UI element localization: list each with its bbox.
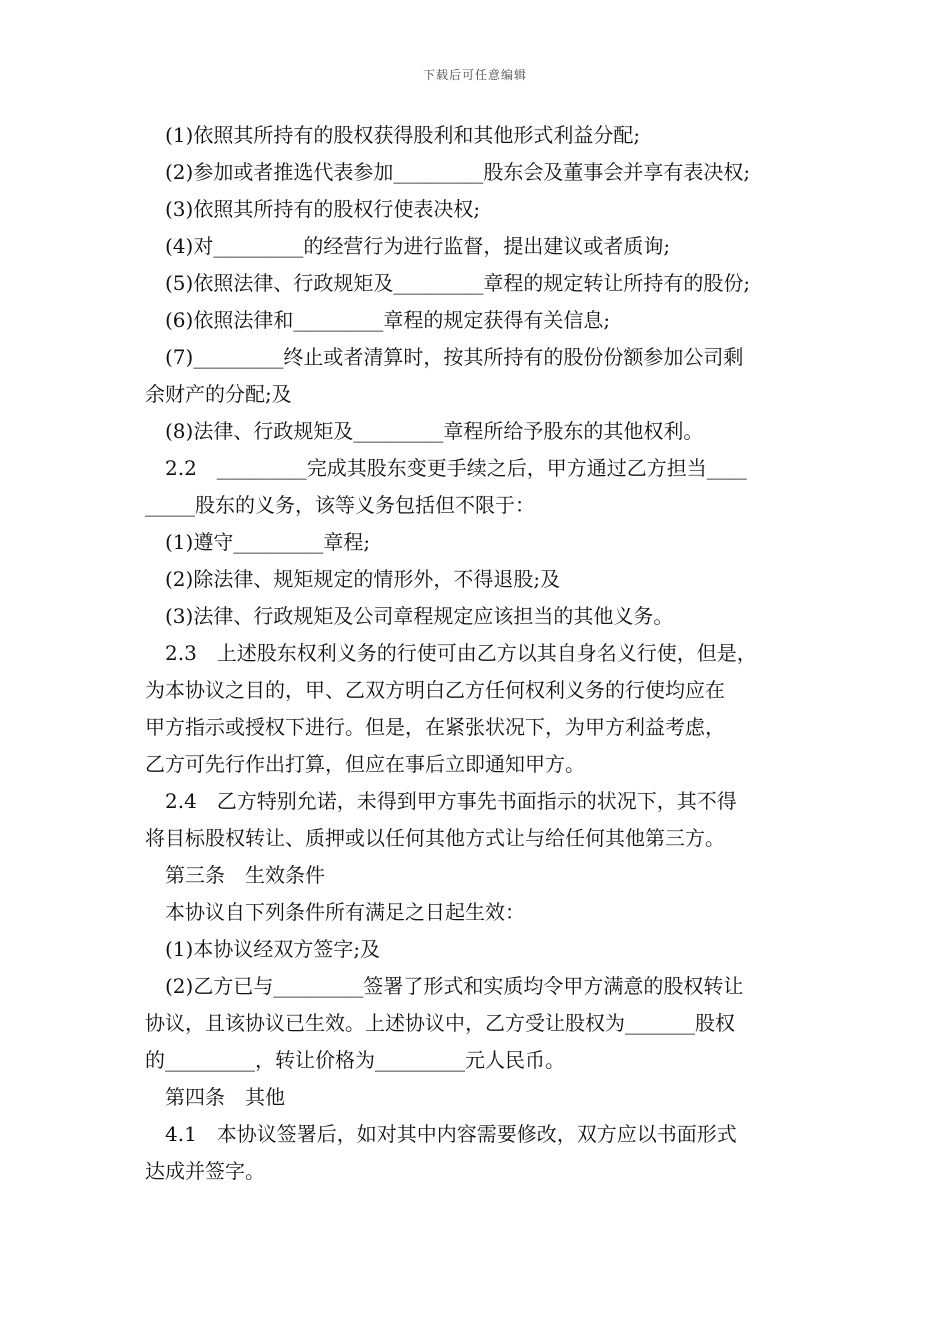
section-2-2-cont: _____股东的义务，该等义务包括但不限于：: [145, 493, 535, 517]
clause-duty-1: (1)遵守_________章程;: [165, 530, 371, 554]
clause-right-6: (6)依照法律和_________章程的规定获得有关信息;: [165, 308, 611, 332]
clause-right-4: (4)对_________的经营行为进行监督，提出建议或者质询;: [165, 234, 671, 258]
section-4-1-cont: 达成并签字。: [145, 1159, 265, 1183]
section-2-3-cont-3: 乙方可先行作出打算，但应在事后立即通知甲方。: [145, 752, 585, 776]
clause-right-3: (3)依照其所持有的股权行使表决权;: [165, 197, 481, 221]
section-2-3: 2.3 上述股东权利义务的行使可由乙方以其自身名义行使，但是，: [165, 641, 757, 665]
article-4-heading: 第四条 其他: [165, 1085, 285, 1109]
condition-1: (1)本协议经双方签字;及: [165, 937, 381, 961]
section-2-3-cont-2: 甲方指示或授权下进行。但是，在紧张状况下，为甲方利益考虑，: [145, 715, 725, 739]
section-2-2: 2.2 _________完成其股东变更手续之后，甲方通过乙方担当____: [165, 456, 747, 480]
section-4-1: 4.1 本协议签署后，如对其中内容需要修改，双方应以书面形式: [165, 1122, 737, 1146]
condition-2-cont-2: 的_________，转让价格为_________元人民币。: [145, 1048, 565, 1072]
clause-right-2: (2)参加或者推选代表参加_________股东会及董事会并享有表决权;: [165, 160, 751, 184]
clause-right-1: (1)依照其所持有的股权获得股利和其他形式利益分配;: [165, 123, 641, 147]
clause-right-8: (8)法律、行政规矩及_________章程所给予股东的其他权利。: [165, 419, 704, 443]
document-body: [145, 117, 813, 1190]
article-3-heading: 第三条 生效条件: [165, 863, 325, 887]
article-3-intro: 本协议自下列条件所有满足之日起生效：: [165, 900, 525, 924]
condition-2: (2)乙方已与_________签署了形式和实质均令甲方满意的股权转让: [165, 974, 744, 998]
section-2-3-cont-1: 为本协议之目的，甲、乙双方明白乙方任何权利义务的行使均应在: [145, 678, 725, 702]
clause-duty-3: (3)法律、行政规矩及公司章程规定应该担当的其他义务。: [165, 604, 674, 628]
clause-duty-2: (2)除法律、规矩规定的情形外，不得退股;及: [165, 567, 561, 591]
section-2-4: 2.4 乙方特别允诺，未得到甲方事先书面指示的状况下，其不得: [165, 789, 737, 813]
clause-right-5: (5)依照法律、行政规矩及_________章程的规定转让所持有的股份;: [165, 271, 751, 295]
clause-right-7-cont: 余财产的分配;及: [145, 382, 292, 406]
section-2-4-cont: 将目标股权转让、质押或以任何其他方式让与给任何其他第三方。: [145, 826, 725, 850]
clause-right-7: (7)_________终止或者清算时，按其所持有的股份份额参加公司剩: [165, 345, 744, 369]
condition-2-cont-1: 协议，且该协议已生效。上述协议中，乙方受让股权为_______股权: [145, 1011, 735, 1035]
page-header: 下载后可任意编辑: [422, 68, 527, 82]
